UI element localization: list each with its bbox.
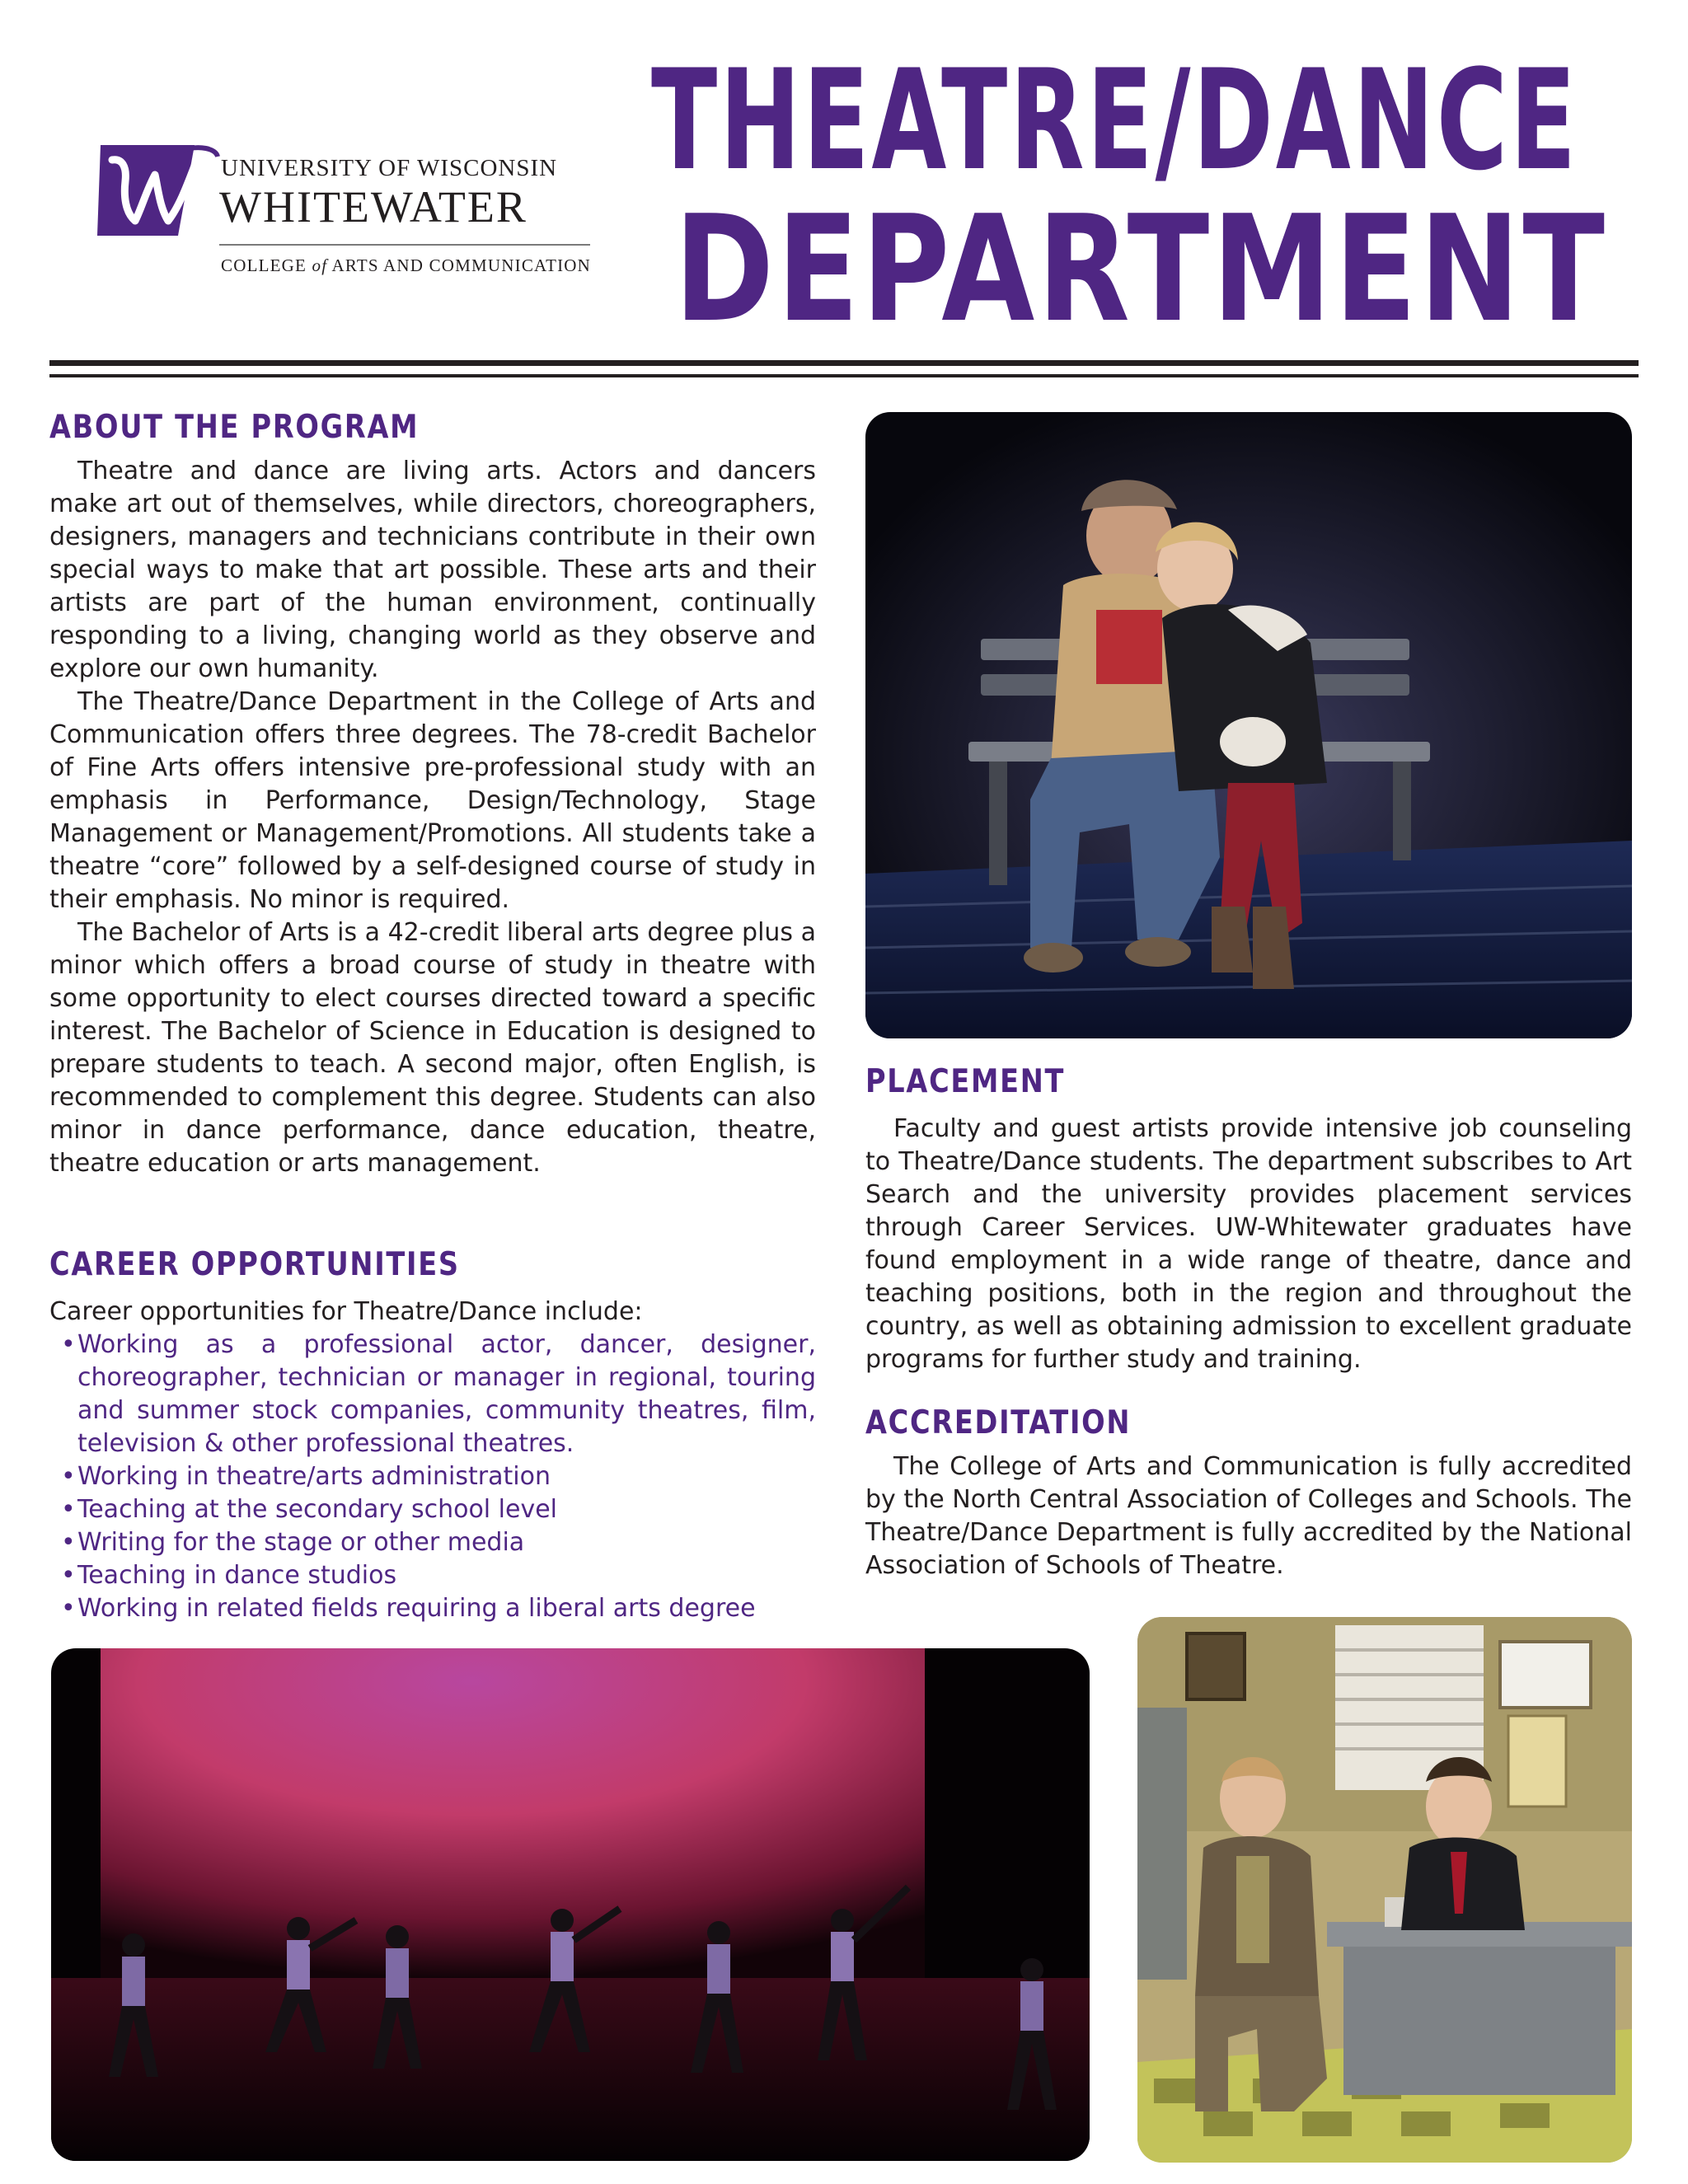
list-item-text: Teaching in dance studios	[77, 1561, 397, 1590]
logo-college-pre: COLLEGE	[221, 255, 312, 275]
logo-whitewater-line: WHITEWATER	[219, 182, 528, 232]
header-rule-thick	[49, 360, 1639, 366]
accreditation-body	[865, 1451, 1632, 1582]
list-item-text: Writing for the stage or other media	[77, 1528, 525, 1557]
list-item-text: Working as a professional actor, dancer, designer, choreographer, technician or manager in regional, touring and summer stock companies, community theatres, film, television & other professional theatres.	[77, 1330, 816, 1458]
about-heading: ABOUT THE PROGRAM	[49, 409, 420, 446]
page-title-line2: DEPARTMENT	[674, 184, 1608, 354]
bullet-icon: •	[61, 1594, 76, 1623]
photo-office-scene	[1137, 1617, 1632, 2163]
header-rule-thin	[49, 374, 1639, 377]
placement-heading: PLACEMENT	[865, 1063, 1066, 1100]
photo-couple-on-bench	[865, 412, 1632, 1038]
accreditation-paragraph: The College of Arts and Communication is fully accredited by the North Central Association of Colleges and Schools. The Theatre/Dance Department is fully accredited by the National Association of Schools of Theatre.	[865, 1452, 1632, 1580]
accreditation-heading: ACCREDITATION	[865, 1404, 1132, 1441]
list-item	[49, 1559, 816, 1592]
list-item-text: Working in theatre/arts administration	[77, 1462, 551, 1491]
list-item	[49, 1460, 816, 1493]
career-heading: CAREER OPPORTUNITIES	[49, 1246, 460, 1283]
bullet-icon: •	[61, 1330, 76, 1359]
bullet-icon: •	[61, 1462, 76, 1491]
about-paragraph-1: Theatre and dance are living arts. Actors and dancers make art out of themselves, while directors, choreographers, designers, managers and technicians contribute in their own special ways to make that art possible. These arts and their artists are part of the human environment, continually responding to a living, changing world as they observe and explore our own humanity.	[49, 457, 816, 683]
bullet-icon: •	[61, 1528, 76, 1557]
about-paragraph-3: The Bachelor of Arts is a 42-credit liberal arts degree plus a minor which offers a broad course of study in theatre with some opportunity to elect courses directed toward a specific interest. The Bachelor of Science in Education is designed to prepare students to teach. A second major, often English, is recommended to complement this degree. Students can also minor in dance performance, dance education, theatre, theatre education or arts management.	[49, 918, 816, 1178]
placement-paragraph: Faculty and guest artists provide intensive job counseling to Theatre/Dance students. The department subscribes to Art Search and the university provides placement services through Career Services. UW-Whitewater graduates have found employment in a wide range of theatre, dance and teaching positions, both in the region and throughout the country, as well as obtaining admission to excellent graduate programs for further study and training.	[865, 1114, 1632, 1374]
list-item	[49, 1592, 816, 1625]
logo-college-line	[221, 255, 591, 276]
list-item	[49, 1526, 816, 1559]
list-item	[49, 1329, 816, 1460]
career-list	[49, 1329, 816, 1625]
about-body	[49, 455, 816, 1180]
logo-university-line: UNIVERSITY OF WISCONSIN	[221, 155, 558, 181]
list-item	[49, 1493, 816, 1526]
career-intro: Career opportunities for Theatre/Dance include:	[49, 1297, 643, 1326]
photo-dance-performance	[51, 1648, 1090, 2161]
bullet-icon: •	[61, 1495, 76, 1524]
uww-w-logo-icon	[97, 142, 221, 239]
logo-divider	[219, 244, 590, 246]
logo-college-post: ARTS AND COMMUNICATION	[327, 255, 592, 275]
logo-college-of: of	[312, 255, 328, 275]
about-paragraph-2: The Theatre/Dance Department in the College of Arts and Communication offers three degrees. The 78-credit Bachelor of Fine Arts offers intensive pre-professional study with an emphasis in Performance, Design/Technology, Stage Management or Management/Promotions. All students take a theatre “core” followed by a self-designed course of study in their emphasis. No minor is required.	[49, 687, 816, 914]
placement-body	[865, 1113, 1632, 1376]
page-title-line1: THEATRE/DANCE	[651, 40, 1579, 201]
bullet-icon: •	[61, 1561, 76, 1590]
list-item-text: Working in related fields requiring a liberal arts degree	[77, 1594, 756, 1623]
list-item-text: Teaching at the secondary school level	[77, 1495, 558, 1524]
